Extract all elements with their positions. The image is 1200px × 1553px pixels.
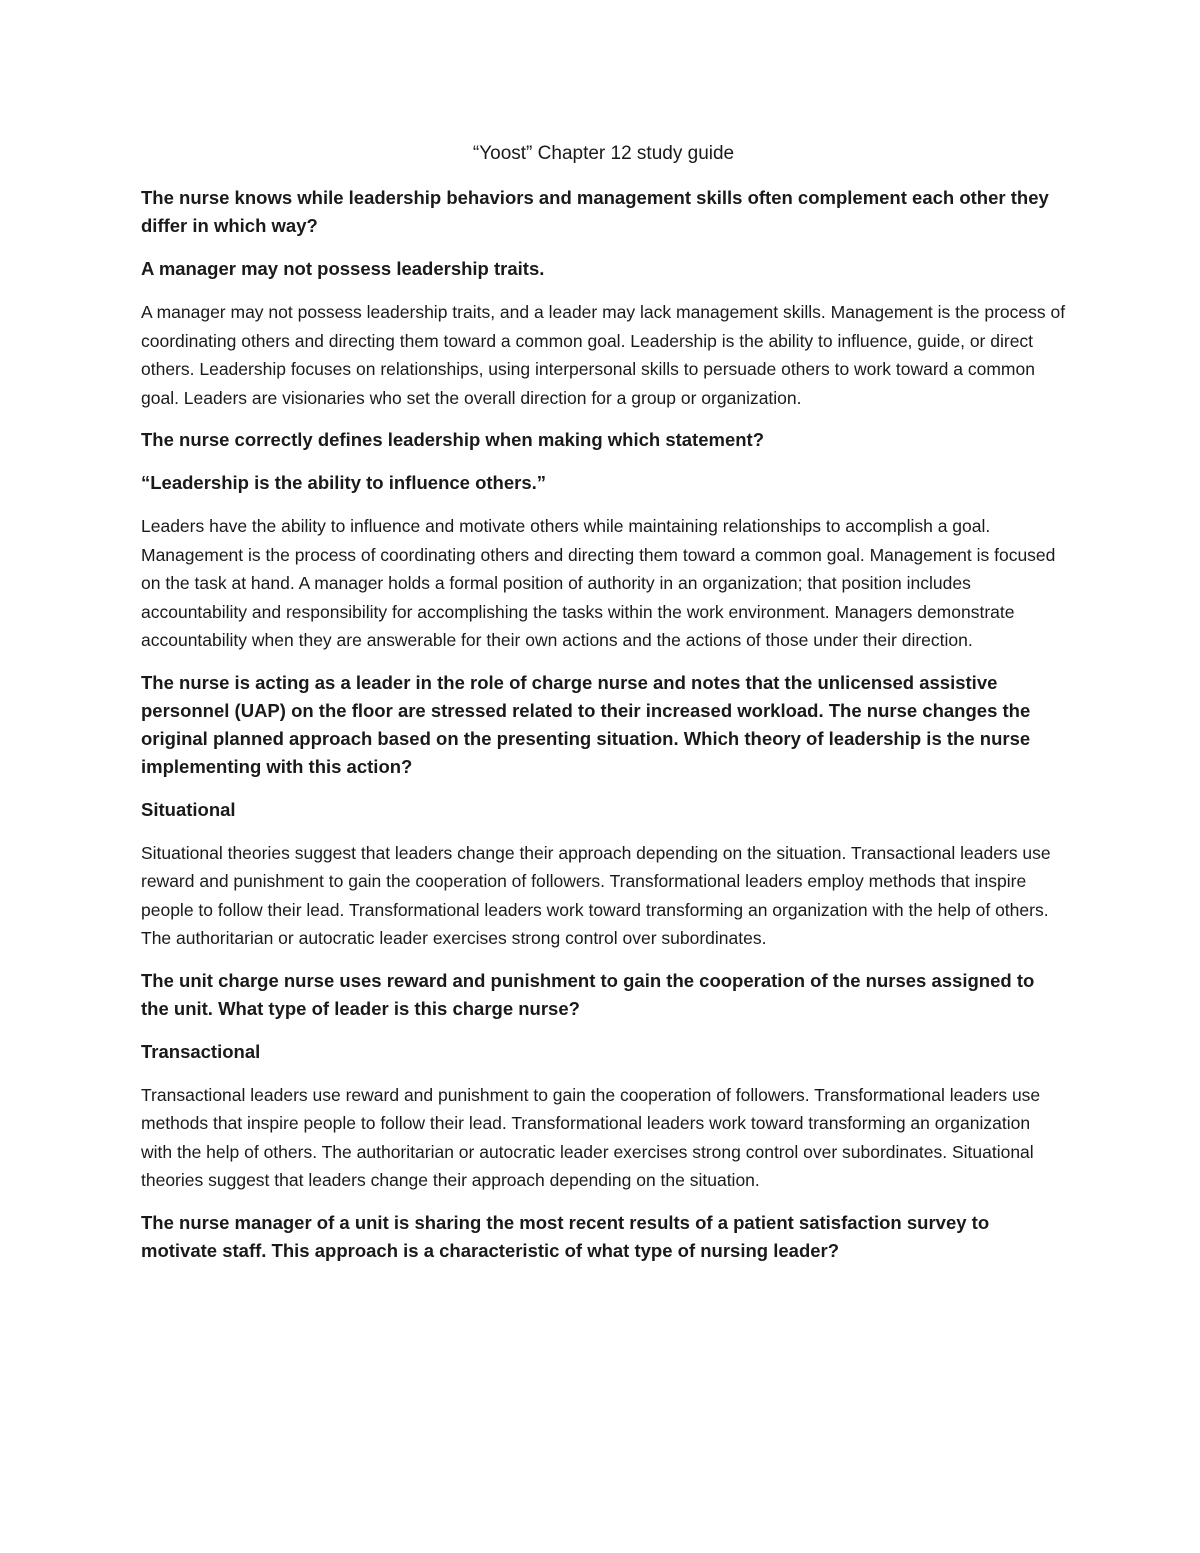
explanation-1: A manager may not possess leadership traits, and a leader may lack management skills. Management is the process of coordinating others and directing them toward a common goal. Leadership is the ability to influence, guide, or direct others. Leadership focuses on relationships, using interpersonal skills to persuade others to work toward a common goal. Leaders are visionaries who set the overall direction for a group or organization. [141,302,1066,408]
explanation-3: Situational theories suggest that leaders change their approach depending on the situation. Transactional leaders use reward and punishment to gain the cooperation of followers. Transformational leaders employ methods that inspire people to follow their lead. Transformational leaders work toward transforming an organization with the help of others. The authoritarian or autocratic leader exercises strong control over subordinates. [141,842,1051,948]
answer-1: A manager may not possess leadership traits. [141,258,545,279]
question-5: The nurse manager of a unit is sharing the most recent results of a patient satisfaction survey to motivate staff. This approach is a characteristic of what type of nursing leader? [141,1211,990,1261]
document-title: “Yoost” Chapter 12 study guide [472,143,735,164]
explanation-4: Transactional leaders use reward and punishment to gain the cooperation of followers. Transformational leaders use methods that inspire people to follow their lead. Transformational leaders work toward transforming an organization with the help of others. The authoritarian or autocratic leader exercises strong control over subordinates. Situational theories suggest that leaders change their approach depending on the situation. [141,1084,1041,1190]
question-2: The nurse correctly defines leadership when making which statement? [141,429,765,450]
answer-3: Situational [141,798,236,820]
question-4: The unit charge nurse uses reward and punishment to gain the cooperation of the nurses assigned to the unit. What type of leader is this charge nurse? [141,969,1035,1019]
answer-2: “Leadership is the ability to influence others.” [141,472,547,493]
answer-4: Transactional [141,1040,261,1062]
explanation-2: Leaders have the ability to influence and motivate others while maintaining relationships to accomplish a goal. Management is the process of coordinating others and directing them toward a common goal. Management is focused on the task at hand. A manager holds a formal position of authority in an organization; that position includes accountability and responsibility for accomplishing the tasks within the work environment. Managers demonstrate accountability when they are answerable for their own actions and the actions of those under their direction. [141,516,1056,650]
question-1: The nurse knows while leadership behaviors and management skills often complement each other they differ in which way? [141,187,1049,236]
question-3: The nurse is acting as a leader in the role of charge nurse and notes that the unlicensed assistive personnel (UAP) on the floor are stressed related to their increased workload. The nurse changes the original planned approach based on the presenting situation. Which theory of leadership is the nurse implementing with this action? [141,671,1031,777]
document-page [141,140,1066,1280]
